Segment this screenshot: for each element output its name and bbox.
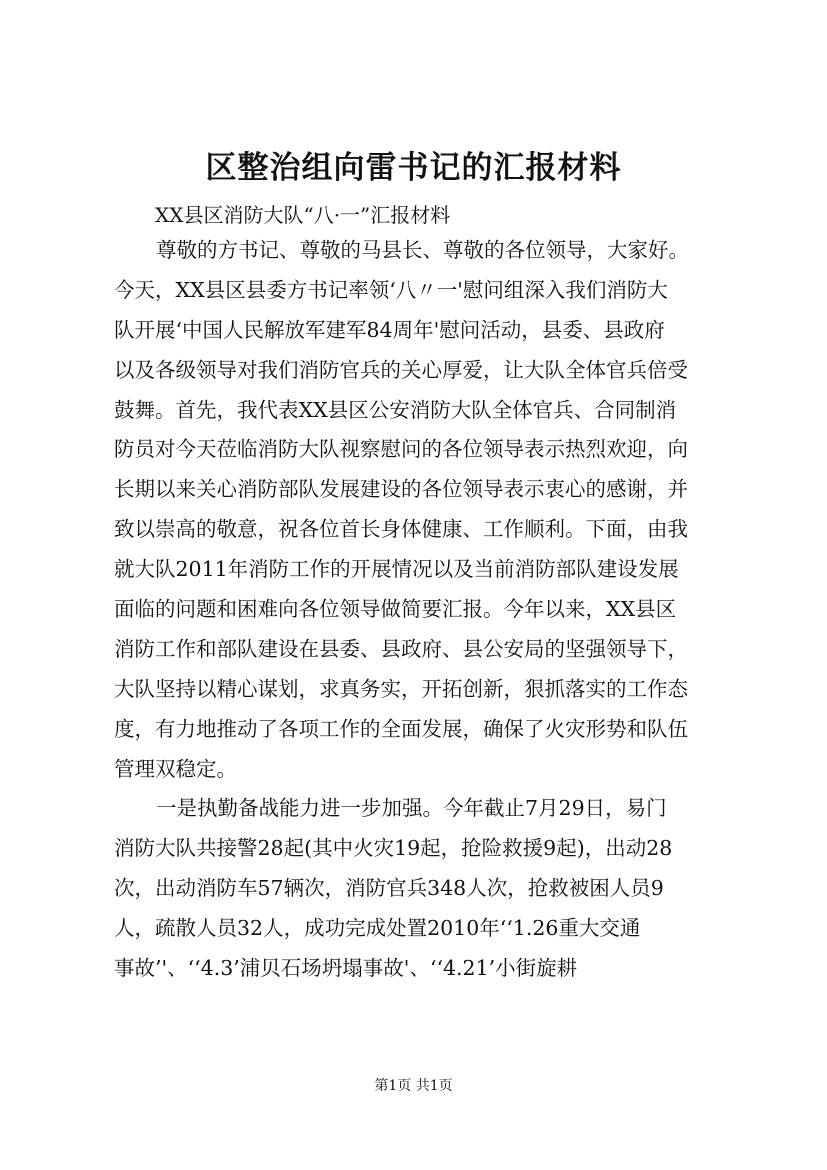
text-line: 以及各级领导对我们消防官兵的关心厚爱，让大队全体官兵倍受 (114, 357, 688, 382)
text-line: 一是执勤备战能力进一步加强。今年截止7月29日，易门 (156, 796, 667, 821)
text-line: 度，有力地推动了各项工作的全面发展，确保了火灾形势和队伍 (114, 716, 688, 741)
text-line: 消防工作和部队建设在县委、县政府、县公安局的坚强领导下， (114, 636, 688, 661)
paragraph-1 (114, 231, 754, 789)
document-body (114, 231, 754, 989)
text-line: 次，出动消防车57辆次，消防官兵348人次，抢救被困人员9 (114, 876, 664, 901)
text-line: 长期以来关心消防部队发展建设的各位领导表示衷心的感谢，并 (114, 477, 688, 502)
text-line: 队开展‘中国人民解放军建军84周年'慰问活动，县委、县政府 (114, 317, 665, 342)
text-line: 面临的问题和困难向各位领导做简要汇报。今年以来，XX县区 (114, 597, 677, 622)
text-line: 尊敬的方书记、尊敬的马县长、尊敬的各位领导，大家好。 (156, 238, 689, 262)
page-footer: 第1页 共1页 (374, 1078, 453, 1094)
text-line: 就大队2011年消防工作的开展情况以及当前消防部队建设发展 (114, 557, 679, 582)
text-line: 事故’'、‘‘4.3’浦贝石场坍塌事故'、‘‘4.21’小街旋耕 (114, 956, 578, 981)
document-subtitle: XX县区消防大队“八·一”汇报材料 (155, 203, 451, 227)
text-line: 管理双稳定。 (114, 756, 237, 781)
text-line: 今天，XX县区县委方书记率领‘八〃一'慰问组深入我们消防大 (114, 277, 668, 302)
paragraph-2 (114, 789, 754, 988)
text-line: 鼓舞。首先，我代表XX县区公安消防大队全体官兵、合同制消 (114, 397, 677, 422)
text-line: 消防大队共接警28起(其中火灾19起，抢险救援9起)，出动28 (114, 836, 673, 861)
text-line: 致以崇高的敬意，祝各位首长身体健康、工作顺利。下面，由我 (114, 517, 688, 542)
text-line: 人，疏散人员32人，成功完成处置2010年‘‘1.26重大交通 (114, 916, 641, 941)
document-title: 区整治组向雷书记的汇报材料 (205, 150, 622, 186)
text-line: 防员对今天莅临消防大队视察慰问的各位领导表示热烈欢迎，向 (114, 437, 688, 462)
text-line: 大队坚持以精心谋划，求真务实，开拓创新，狠抓落实的工作态 (114, 676, 688, 701)
